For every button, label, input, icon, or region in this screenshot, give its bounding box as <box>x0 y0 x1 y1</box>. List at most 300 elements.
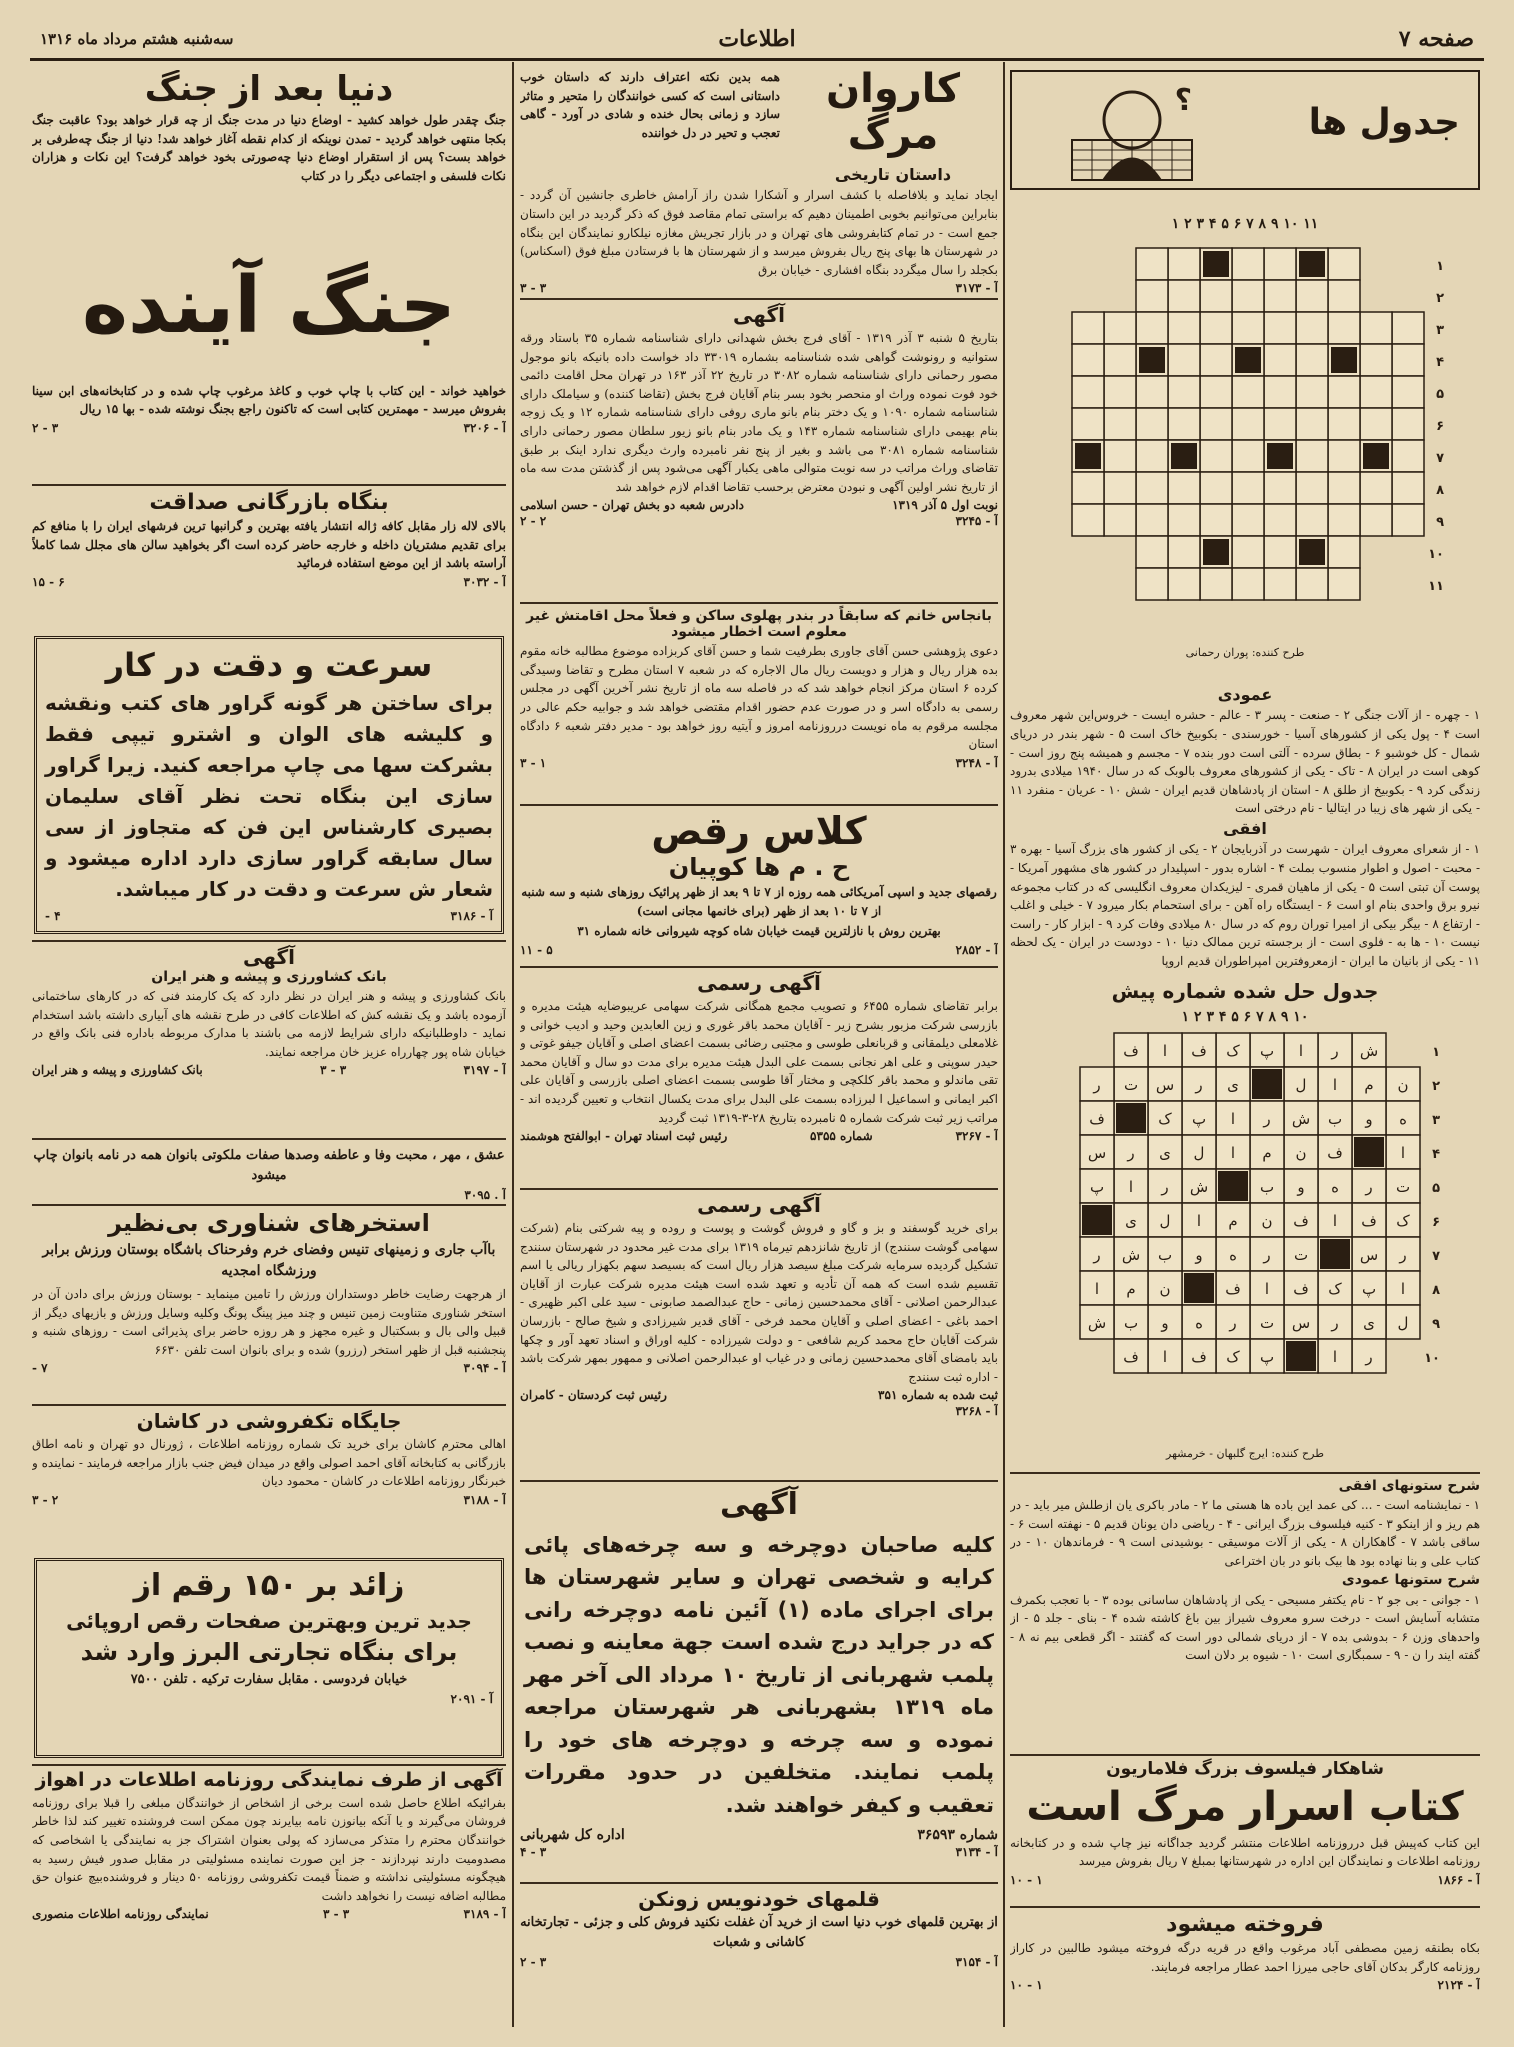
agri-bank-ad <box>32 940 506 1136</box>
crossword-cell <box>1136 408 1168 440</box>
crossword-cell <box>1200 280 1232 312</box>
ad-code: آ - ۲۱۲۴ <box>1437 1978 1480 1993</box>
ad-code: آ - ۳۰۳۲ <box>463 575 506 590</box>
crossword-cell <box>1264 536 1296 568</box>
records-line-3: برای بنگاه تجارتی البرز وارد شد <box>80 1637 458 1666</box>
solution-letter: ر <box>1331 1314 1339 1332</box>
solution-letter: ش <box>1121 1246 1141 1264</box>
solution-black-cell <box>1320 1239 1350 1269</box>
pens-title: قلمهای خودنویس زونکن <box>638 1887 880 1911</box>
ad-run: ۳ - ۳ <box>520 281 547 294</box>
solution-letter: ف <box>1089 1110 1105 1128</box>
solution-letter: ف <box>1123 1348 1139 1366</box>
crossword-cell <box>1232 408 1264 440</box>
crossword-cell <box>1264 472 1296 504</box>
crossword-cell <box>1104 504 1136 536</box>
crossword-cell <box>1072 312 1104 344</box>
crossword-cell <box>1328 504 1360 536</box>
solution-letter: ب <box>1327 1110 1343 1128</box>
solution-letter: ر <box>1195 1076 1203 1094</box>
solution-row-number: ۱ <box>1432 1045 1440 1060</box>
solution-letter: ا <box>1094 1280 1100 1298</box>
solution-letter: ش <box>1189 1178 1209 1196</box>
crossword-cell <box>1392 440 1424 472</box>
bicycle-signature: اداره کل شهربانی <box>520 1827 625 1844</box>
official-title: آگهی رسمی <box>697 971 821 995</box>
crossword-cell <box>1104 408 1136 440</box>
solution-row-number: ۳ <box>1432 1113 1440 1128</box>
solution-title: جدول حل شده شماره پیش <box>1111 980 1379 1003</box>
solution-letter: پ <box>1259 1348 1275 1366</box>
solution-letter: ا <box>1400 1144 1406 1162</box>
solution-letter: ف <box>1361 1212 1377 1230</box>
crossword-cell <box>1168 504 1200 536</box>
crossword-cell <box>1200 408 1232 440</box>
solution-letter: ف <box>1191 1348 1207 1366</box>
crossword-row-number: ۸ <box>1436 483 1444 498</box>
pool-ad <box>32 1204 506 1402</box>
crossword-cell <box>1264 248 1296 280</box>
caravan-subtitle: داستان تاریخی <box>834 165 952 184</box>
solution-letter: ه <box>1399 1110 1407 1128</box>
solution-letter: ر <box>1263 1110 1271 1128</box>
crossword-cell <box>1264 312 1296 344</box>
solution-letter: ت <box>1259 1314 1275 1332</box>
solution-keys <box>1010 1472 1480 1752</box>
crossword-black-cell <box>1363 443 1389 469</box>
ad-code: آ - ۳۱۸۸ <box>463 1492 506 1507</box>
honest-company-ad <box>32 484 506 629</box>
ad-code: آ - ۳۲۰۶ <box>463 420 506 435</box>
solution-letter: پ <box>1259 1042 1275 1060</box>
crossword-row-number: ۴ <box>1436 355 1444 370</box>
solution-letter: ش <box>1291 1110 1311 1128</box>
ad-code: آ - ۳۲۶۸ <box>955 1404 998 1419</box>
ad-run: ۳ - ۳ <box>323 1907 350 1922</box>
crossword-cell <box>1168 376 1200 408</box>
solution-letter: ر <box>1127 1144 1135 1162</box>
pool-text: از هرجهت رضایت خاطر دوستداران ورزش را تامین مینماید - بوستان ورزش برای دادن آن در استخر شناوری متناوبت زمین تنیس و چند میز پینگ پونگ وکلیه وسایل ورزش و بازیهای دیگر از قبیل والی بال و بسکتبال و غیره مجهز و هر روزه حاضر برای پذیرائی است - روزهای شنبه و پنجشنبه قبل از ظهر استخر (رزرو) شده و برای بانوان است تلفن ۶۶۳۰ <box>32 1286 506 1357</box>
crossword-cell <box>1328 312 1360 344</box>
ahvaz-title: آگهی از طرف نمایندگی روزنامه اطلاعات در اهواز <box>35 1769 503 1791</box>
crossword-cell <box>1136 472 1168 504</box>
solution-letter: ا <box>1162 1042 1168 1060</box>
crossword-cell <box>1360 312 1392 344</box>
crossword-cell <box>1200 376 1232 408</box>
solution-black-cell <box>1116 1103 1146 1133</box>
ad-code: آ - ۳۲۴۵ <box>955 514 998 529</box>
crossword-cell <box>1168 248 1200 280</box>
solution-column-numbers: ۱۰ ۹ ۸ ۷ ۶ ۵ ۴ ۳ ۲ ۱ <box>1181 1009 1309 1025</box>
solution-letter: ن <box>1159 1280 1171 1298</box>
paper-name: اطلاعات <box>718 26 796 52</box>
crossword-cell <box>1328 472 1360 504</box>
crossword-cell <box>1360 376 1392 408</box>
crossword-cell <box>1168 472 1200 504</box>
solution-letter: ر <box>1399 1246 1407 1264</box>
solution-letter: ن <box>1397 1076 1409 1094</box>
crossword-grid <box>1010 236 1480 646</box>
solution-letter: س <box>1087 1144 1107 1162</box>
crossword-cell <box>1104 344 1136 376</box>
ahvaz-signature: نمایندگی روزنامه اطلاعات منصوری <box>32 1907 209 1922</box>
world-after-war-ad <box>32 70 506 230</box>
solution-letter: و <box>1161 1314 1169 1332</box>
solution-letter: ه <box>1229 1246 1237 1264</box>
world-text: جنگ چقدر طول خواهد کشید - اوضاع دنیا در مدت جنگ از چه قرار خواهد بود؟ عاقبت جنگ بکجا منتهی خواهد گردید - تمدن نوینکه از کدام نقطه آغاز خواهد شد! دنیا از جنگ چه‌طرفی بر خواهد بست؟ پس از استقرار اوضاع دنیا چه‌صورتی بخود خواهد گرفت؟ این نکات و هزاران نکات فلسفی و اجتماعی دیگر را در کتاب <box>32 113 506 183</box>
crossword-black-cell <box>1075 443 1101 469</box>
crossword-cell <box>1328 568 1360 600</box>
solution-block <box>1010 980 1480 1470</box>
vertical-clues-title: عمودی <box>1217 686 1273 704</box>
horizontal-clues-text: ۱ - از شعرای معروف ایران - شهرست در آذربایجان ۲ - یکی از کشور های بزرگ آسیا - بهره ۳ - محبت - اصول و اطوار منسوب بملت ۴ - اشاره بدور - اسپلیدار در کشور های مشهور آمریکا - پوست آن تبتی است ۵ - یکی از ماهیان قمری - لیزیکدان معروف انگلیسی که در کتاب مجموعه نیرو برق واحدی بنام او است ۶ - ایستگاه راه آهن - برای استحمام بکار میرود ۷ - خیلی و اغلب - ارتفاع ۸ - بیگر بیکی از امیرا توران روم که در سال ۸۰ میلادی وفات کرد ۹ - ابزار کار - راست نیست ۱۰ - ها به - فلوی است - از برجسته ترین ممالک دنیا ۱۰ - دودست در ایران - یک لحظه ۱۱ - یکی از بانیان ما ایران - ازمعروفترین امپراطوران قدیم اروپا <box>1010 842 1480 968</box>
ad-code: آ - ۳۰۹۴ <box>463 1361 506 1376</box>
crossword-cell <box>1136 440 1168 472</box>
crossword-block <box>1010 70 1480 685</box>
crossword-cell <box>1232 280 1264 312</box>
official-text: برای خرید گوسفند و بز و گاو و فروش گوشت و پوست و روده و پیه شرکتی بنام (شرکت سهامی گوشت سنندج) از تاریخ شانزدهم تیرماه ۱۳۱۹ برای مدت غیر محدود در شهرستان سنندج تشکیل گردیده سرمایه شرکت مبلغ سیصد هزار ریال است که بسیصد سهم بکهزار ریالی یا اسم تقسیم شده است که همه آن تأدیه و تعهد شده است هیئت مدیره شرکت عبارت از آقایان عبدالرحمن اصلانی - آقای محمدحسین زمانی - حاج عبدالصمد صابونی - سید علی اکبر ظهیری - احمد باغی - اعضای اصلی و آقایان محمد فرخی - آقای قدیر شیرزادی و شیخ صالح - بازرسان شرکت آقایان حاج محمد کریم شافعی - و دولت شیرزاده - کلیه اوراق و اسناد تعهد آور و چکها باید بامضای آقای محمدحسین زمانی و در غیاب او عبدالرحمن اصلانی و ممهور بمهر شرکت باشد - اداره ثبت سنندج <box>520 1221 998 1384</box>
solution-letter: ی <box>1125 1212 1137 1230</box>
crossword-cell <box>1136 504 1168 536</box>
crossword-cell <box>1136 568 1168 600</box>
crossword-cell <box>1136 536 1168 568</box>
solution-letter: و <box>1365 1110 1373 1128</box>
solution-letter: ا <box>1230 1144 1236 1162</box>
crossword-row-number: ۵ <box>1436 387 1444 402</box>
solution-letter: ا <box>1332 1076 1338 1094</box>
solution-letter: ف <box>1327 1144 1343 1162</box>
solution-letter: ف <box>1123 1042 1139 1060</box>
ad-code: آ - ۳۱۳۴ <box>955 1845 998 1860</box>
page-header <box>30 22 1484 61</box>
ad-run: ۳ - ۴ <box>520 1845 547 1860</box>
page-number: صفحه ۷ <box>1398 26 1474 52</box>
ad-run: ۳ - ۳ <box>320 1063 347 1078</box>
ad-code: آ - ۱۸۶۶ <box>1437 1872 1480 1887</box>
crossword-cell <box>1232 536 1264 568</box>
solution-letter: ا <box>1162 1348 1168 1366</box>
future-title: جنگ آینده <box>81 261 457 351</box>
solution-letter: ا <box>1332 1212 1338 1230</box>
ad-run: ۵ - ۱۱ <box>520 943 553 958</box>
honest-title: بنگاه بازرگانی صداقت <box>149 490 389 515</box>
crossword-cell <box>1264 504 1296 536</box>
column-divider <box>1003 62 1005 2027</box>
solution-letter: ا <box>1400 1280 1406 1298</box>
crossword-cell <box>1168 536 1200 568</box>
solution-letter: پ <box>1191 1110 1207 1128</box>
crossword-cell <box>1136 376 1168 408</box>
solution-black-cell <box>1354 1137 1384 1167</box>
crossword-black-cell <box>1331 347 1357 373</box>
caravan-title: کاروان مرگ <box>825 66 961 158</box>
crossword-cell <box>1200 568 1232 600</box>
crossword-cell <box>1232 568 1264 600</box>
bicycle-title: آگهی <box>720 1487 798 1522</box>
solution-letter: و <box>1195 1246 1203 1264</box>
crossword-cell <box>1360 408 1392 440</box>
crossword-cell <box>1168 344 1200 376</box>
engraving-ad <box>34 636 504 934</box>
crossword-cell <box>1200 472 1232 504</box>
crossword-cell <box>1296 280 1328 312</box>
crossword-cell <box>1072 504 1104 536</box>
solution-letter: ک <box>1396 1212 1410 1230</box>
solution-letter: ت <box>1123 1076 1139 1094</box>
crossword-clues <box>1010 686 1480 976</box>
solution-letter: ل <box>1159 1212 1171 1230</box>
solution-letter: ر <box>1093 1246 1101 1264</box>
crossword-row-number: ۱۰ <box>1428 547 1444 562</box>
notice-title: آگهی <box>733 303 785 327</box>
dance-address: بهترین روش با نازلترین قیمت خیابان شاه کوچه شیروانی خانه شماره ۳۱ <box>577 924 941 939</box>
solution-letter: ک <box>1226 1042 1240 1060</box>
solution-grid <box>1010 1027 1480 1447</box>
crossword-title: جدول ها <box>1308 102 1460 143</box>
sale-ad-title: فروخته میشود <box>1166 1912 1324 1937</box>
solution-letter: ر <box>1229 1314 1237 1332</box>
pool-subtitle: باآب جاری و زمینهای تنیس وفضای خرم وفرحناک باشگاه بوستان ورزش برابر ورزشگاه امجدیه <box>42 1241 496 1280</box>
summons-title: بانجاس خانم که سابقاً در بندر پهلوی ساکن و فعلاً محل اقامتش غیر معلوم است اخطار میشود <box>526 608 992 641</box>
solution-black-cell <box>1218 1171 1248 1201</box>
crossword-cell <box>1232 376 1264 408</box>
crossword-cell <box>1296 568 1328 600</box>
solution-letter: ر <box>1161 1178 1169 1196</box>
kashan-text: اهالی محترم کاشان برای خرید تک شماره روزنامه اطلاعات ، ژورنال دو تهران و نامه اطاق بازرگانی به کتابخانه آقای احمد اصولی واقع در میدان فیض جنب بازار مراجعه فرمایند - نماینده و خبرنگار روزنامه اطلاعات در کاشان - محمود دیان <box>32 1437 506 1489</box>
solution-row-number: ۵ <box>1432 1181 1440 1196</box>
crossword-cell <box>1296 344 1328 376</box>
column-divider <box>512 62 514 2027</box>
ad-code: آ - ۳۲۴۸ <box>955 755 998 770</box>
ad-code: آ - ۳۱۸۹ <box>463 1907 506 1922</box>
crossword-cell <box>1168 568 1200 600</box>
crossword-black-cell <box>1235 347 1261 373</box>
solution-letter: ف <box>1225 1280 1241 1298</box>
agri-title: آگهی <box>243 945 295 969</box>
keys-horizontal-text: ۱ - نمایشنامه است - ... کی عمد این باده ها هستی ما ۲ - مادر باکری یان ازطلش میر باید - در هم ریز و از اینکو ۳ - کنیه فیلسوف بزرگ ایرانی - ۴ - ریاضی دان یونان قدیم ۵ - نهفته است ۶ - ساقی باشد ۷ - گاهکاران ۸ - یکی از آلات موسیقی - بوشیدنی است ۹ - فرماندهان ۱۰ - در کتاب علی و بنا نهاده بود ها بیک بانو در بان اختراعی <box>1010 1498 1480 1568</box>
solution-letter: س <box>1155 1076 1175 1094</box>
crossword-cell <box>1264 408 1296 440</box>
keys-vertical-text: ۱ - جوانی - بی جو ۲ - نام یکتفر مسیحی - یکی از پادشاهان ساسانی بوده ۳ - با تعجب بکمرف متشابه آسایش است - درخت سرو معروف شیراز بین باغ کاشته شده ۴ - بنای - جلد ۵ - از واحدهای وزن ۶ - بدوشی بده ۷ - از دریای شمالی دور است که گفتند - اگر قطعی بیم نه ۸ - گفته ایند را ن - ۹ - سمبگاری است ۱۰ - شیوه بر دلان است <box>1010 1592 1480 1663</box>
solution-letter: ف <box>1293 1212 1309 1230</box>
sale-ad <box>1010 1906 1480 2026</box>
records-line-2: جدید ترین وبهترین صفحات رقص اروپائی <box>66 1608 472 1633</box>
crossword-cell <box>1296 440 1328 472</box>
dance-instructor: ح . م ها کوپیان <box>668 852 850 881</box>
records-ad <box>34 1558 504 1758</box>
solution-letter: ی <box>1159 1144 1171 1162</box>
ad-code: آ - ۲۰۹۱ <box>450 1692 493 1707</box>
solution-row-number: ۲ <box>1432 1079 1440 1094</box>
ad-code: آ - ۳۱۷۳ <box>955 281 998 294</box>
solution-letter: ر <box>1365 1348 1373 1366</box>
solution-letter: س <box>1359 1246 1379 1264</box>
vertical-clues-text: ۱ - چهره - از آلات جنگی ۲ - صنعت - پسر ۳ - عالم - حشره ایست - خروس‌این شهر معروف است ۴ - پول یکی از کشورهای آسیا - خورسندی - بکوبیخ خاک است ۵ - شهر بندر در دریای شمال - کل خوشبو ۶ - بطاق سرده - آلتی است دور بنده ۷ - مجسم و همیشه پنج روز است - کوهی است در ایران ۸ - تاک - یکی از کشورهای معروف بالوبک که در سال ۱۹۴۰ میلادی بدرود زندگی کرد ۹ - بکوبیخ از طلق ۸ - استان از پادشاهان قدیم ایران - شش ۱۰ - عریان - منفرد ۱۱ - یکی از شهر های زیبا در ایتالیا - نام درختی است <box>1010 708 1480 816</box>
puzzle-illustration-icon <box>1032 80 1232 184</box>
crossword-cell <box>1296 472 1328 504</box>
crossword-cell <box>1328 376 1360 408</box>
solution-letter: ک <box>1226 1348 1240 1366</box>
future-text: خواهید خواند - این کتاب با چاپ خوب و کاغذ مرغوب چاپ شده و در کتابخانه‌های ابن سینا بفروش میرسد - مهمترین کتابی است که تاکنون راجع بجنگ نوشته شده - بها ۱۵ ریال <box>32 383 506 417</box>
official-reg: شماره ۵۳۵۵ <box>810 1129 873 1144</box>
solution-designer: طرح کننده: ایرج گلبهان - خرمشهر <box>1166 1447 1324 1460</box>
agri-subtitle: بانک کشاورزی و پیشه و هنر ایران <box>151 969 387 985</box>
official-notice-2 <box>520 1188 998 1478</box>
agri-signature: بانک کشاورزی و پیشه و هنر ایران <box>32 1063 203 1078</box>
crossword-cell <box>1168 280 1200 312</box>
crossword-row-number: ۱ <box>1436 259 1444 274</box>
solution-letter: ب <box>1259 1178 1275 1196</box>
book-ad-text: این کتاب که‌پیش قبل درروزنامه اطلاعات منتشر گردید جداگانه نیز چاپ شده و در کتابخانه روزنامه اطلاعات و نمایندگان این اداره در شهرستانها بمبلغ ۷ ریال بفروش میرسد <box>1010 1835 1480 1869</box>
solution-black-cell <box>1082 1205 1112 1235</box>
solution-black-cell <box>1252 1069 1282 1099</box>
engraving-text: برای ساختن هر گونه گراور های کتب ونقشه و کلیشه های الوان و اشترو تیپی فقط بشرکت سها می چاپ مراجعه کنید. زیرا گراور سازی این بنگاه تحت نظر آقای سلیمان بصیری کارشناس این فن که متجاوز از سی سال سابقه گراور سازی دارد اداره میشود و شعار ش سرعت و دقت در کار میباشد. <box>45 690 493 901</box>
kashan-title: جایگاه تکفروشی در کاشان <box>136 1409 402 1433</box>
bicycle-notice <box>520 1480 998 1880</box>
pool-title: استخرهای شناوری بی‌نظیر <box>108 1209 430 1237</box>
book-ad-pretitle: شاهکار فیلسوف بزرگ فلاماریون <box>1106 1759 1384 1779</box>
crossword-column-numbers: ۱۱ ۱۰ ۹ ۸ ۷ ۶ ۵ ۴ ۳ ۲ ۱ <box>1171 216 1319 232</box>
dance-class-ad <box>520 804 998 964</box>
official-text: برابر تقاضای شماره ۶۴۵۵ و تصویب مجمع همگانی شرکت سهامی عریبوضایه هیئت مدیره و بازرسی شرکت مزبور بشرح زیر - آقایان محمد باقر غوری و زین العابدین وحید و ادیب خوانی و غلامعلی دیلمقانی و قربانعلی طوسی و مجتبی رضائی بسمت اعضای اصلی و آقایان جیفو غوتی و حیدر سوپنی و علی اهر نجانی بسمت علی البدل هیئت مدیره برای مدت دو سال و آقایان محمد تقی ماندلو و محمد باقر کلکچی و مختار آقا طوسی بسمت اعضای اصلی بازرسی و آقایان علی اکبر ایمانی و اسماعیل ا لبرزاده بسمت علی البدل برای مدت یکسال انتخاب و تعیین گردیده اند - مراتب زیر ثبت شرکت شماره ۵ نامبرده بتاریخ ۲۸-۳-۱۳۱۹ ثبت گردید <box>520 999 998 1125</box>
crossword-cell <box>1264 568 1296 600</box>
official-reg: ثبت شده به شماره ۳۵۱ <box>878 1388 998 1403</box>
solution-letter: پ <box>1089 1178 1105 1196</box>
crossword-cell <box>1072 344 1104 376</box>
solution-letter: ف <box>1191 1042 1207 1060</box>
crossword-cell <box>1264 344 1296 376</box>
crossword-cell <box>1392 472 1424 504</box>
crossword-black-cell <box>1203 539 1229 565</box>
solution-letter: ه <box>1331 1178 1339 1196</box>
solution-letter: ل <box>1295 1076 1307 1094</box>
bicycle-text: کلیه صاحبان دوچرخه و سه چرخه‌های پائی کرایه و شخصی تهران و سایر شهرستان ها برای اجرای ماده (۱) آئین نامه دوچرخه رانی که در جراید درج شده است جهة معاینه و نصب پلمب شهربانی از تاریخ ۱۰ مرداد الی آخر مهر ماه ۱۳۱۹ بشهربانی هر شهرستان مراجعه نموده و سه چرخه و دوچرخه های خود را پلمب نمایند. متخلفین در حدود مقررات تعقیب و کیفر خواهند شد. <box>524 1532 994 1817</box>
ad-code: آ - ۳۲۶۷ <box>955 1129 998 1144</box>
crossword-cell <box>1296 376 1328 408</box>
crossword-cell <box>1136 280 1168 312</box>
crossword-cell <box>1072 376 1104 408</box>
solution-letter: م <box>1228 1212 1238 1230</box>
crossword-cell <box>1392 504 1424 536</box>
summons-text: دعوی پژوهشی حسن آقای جاوری بطرفیت شما و حسن آقای کربزاده موضوع مطالبه خانه مقوم بده هزار ریال و هزار و دویست ریال مال الاجاره که در شعبه ۷ استان مطرح و تقاضا وسیدگی کرده ۶ استان مرکز انجام خواهد شد که در فاصله سه ماه از تاریخ نشر آخرین آگهی در مجلس رسمی به دادگاه اسر و در صورت عدم حضور اقدام مقتضی خواهد شد و جوابیه حکم عالی در مجلسه مرقوم به ماه نویست درروزنامه امروز و آیتیه روز خواهد بود - مدیر دفتر شعبه ۶ دادگاه استان <box>520 644 998 752</box>
crossword-cell <box>1232 472 1264 504</box>
crossword-cell <box>1136 248 1168 280</box>
ad-run: ۳ - ۲ <box>32 420 59 435</box>
solution-letter: ا <box>1298 1042 1304 1060</box>
world-title: دنیا بعد از جنگ <box>144 70 394 109</box>
crossword-cell <box>1296 408 1328 440</box>
crossword-cell <box>1200 440 1232 472</box>
official-signature: رئیس ثبت اسناد تهران - ابوالفتح هوشمند <box>520 1129 728 1144</box>
crossword-cell <box>1328 280 1360 312</box>
solution-letter: ا <box>1332 1348 1338 1366</box>
dance-text: رقصهای جدید و اسپی آمریکائی همه روزه از ۷ تا ۹ بعد از ظهر پرائیک روزهای شنبه و سه شنبه از ۷ تا ۱۰ بعد از ظهر (برای خانمها مجانی است) <box>521 885 997 918</box>
crossword-black-cell <box>1299 251 1325 277</box>
crossword-cell <box>1168 408 1200 440</box>
crossword-cell <box>1392 408 1424 440</box>
crossword-cell <box>1232 440 1264 472</box>
crossword-cell <box>1072 472 1104 504</box>
crossword-cell <box>1392 344 1424 376</box>
ad-code: آ - ۳۱۸۶ <box>450 908 493 923</box>
ad-run: ۴ - <box>45 908 61 923</box>
crossword-cell <box>1168 312 1200 344</box>
keys-horizontal-title: شرح ستونهای افقی <box>1338 1478 1480 1494</box>
notice-date: نوبت اول ۵ آذر ۱۳۱۹ <box>892 498 998 513</box>
crossword-black-cell <box>1139 347 1165 373</box>
inheritance-notice <box>520 298 998 598</box>
official-signature: رئیس ثبت کردستان - کامران <box>520 1388 667 1403</box>
ad-run: ۱ - ۳ <box>520 755 547 770</box>
solution-letter: و <box>1297 1178 1305 1196</box>
solution-letter: ن <box>1261 1212 1273 1230</box>
solution-letter: م <box>1364 1076 1374 1094</box>
solution-row-number: ۷ <box>1432 1249 1440 1264</box>
solution-letter: ت <box>1293 1246 1309 1264</box>
solution-row-number: ۹ <box>1432 1317 1440 1332</box>
solution-letter: ی <box>1227 1076 1239 1094</box>
solution-letter: م <box>1126 1280 1136 1298</box>
solution-letter: پ <box>1361 1280 1377 1298</box>
solution-letter: ل <box>1397 1314 1409 1332</box>
solution-letter: ی <box>1363 1314 1375 1332</box>
solution-letter: ک <box>1158 1110 1172 1128</box>
crossword-cell <box>1296 504 1328 536</box>
crossword-cell <box>1104 440 1136 472</box>
caravan-ad <box>520 66 998 294</box>
caravan-intro: همه بدین نکته اعتراف دارند که داستان خوب داستانی است که کسی خوانندگان را متحیر و متاثر سازد و زمانی بحال خنده و شادی در آورد - گاهی تعجب و تحیر در دل خواننده <box>520 70 780 140</box>
crossword-row-number: ۳ <box>1436 323 1444 338</box>
solution-letter: ل <box>1193 1144 1205 1162</box>
ad-code: آ - ۳۱۹۷ <box>463 1063 506 1078</box>
crossword-black-cell <box>1203 251 1229 277</box>
solution-letter: ب <box>1123 1314 1139 1332</box>
crossword-cell <box>1104 376 1136 408</box>
crossword-row-number: ۷ <box>1436 451 1444 466</box>
women-text: عشق ، مهر ، محبت وفا و عاطفه وصدها صفات ملکوتی بانوان همه در نامه بانوان چاپ میشود <box>33 1148 505 1184</box>
ad-run: ۷ - <box>32 1361 48 1376</box>
solution-letter: ش <box>1087 1314 1107 1332</box>
solution-letter: ا <box>1230 1110 1236 1128</box>
solution-row-number: ۴ <box>1432 1147 1440 1162</box>
ad-run: ۱ - ۱۰ <box>1010 1872 1043 1887</box>
crossword-designer: طرح کننده: پوران رحمانی <box>1185 646 1305 659</box>
crossword-black-cell <box>1171 443 1197 469</box>
crossword-cell <box>1360 472 1392 504</box>
court-summons <box>520 602 998 802</box>
records-line-1: زائد بر ۱۵۰ رقم از <box>133 1568 405 1603</box>
solution-black-cell <box>1184 1273 1214 1303</box>
solution-row-number: ۱۰ <box>1424 1351 1440 1366</box>
women-magazine-ad <box>32 1138 506 1200</box>
solution-letter: ا <box>1264 1280 1270 1298</box>
ad-run: ۳ - ۲ <box>520 1955 547 1970</box>
ad-run: ۲ - ۲ <box>520 514 547 529</box>
ad-run: ۲ - ۳ <box>32 1492 59 1507</box>
crossword-row-number: ۶ <box>1436 419 1444 434</box>
solution-letter: ش <box>1359 1042 1379 1060</box>
crossword-cell <box>1392 312 1424 344</box>
crossword-cell <box>1200 504 1232 536</box>
crossword-cell <box>1232 248 1264 280</box>
crossword-cell <box>1328 536 1360 568</box>
engraving-title: سرعت و دقت در کار <box>105 646 433 684</box>
crossword-cell <box>1200 344 1232 376</box>
crossword-cell <box>1232 504 1264 536</box>
crossword-cell <box>1200 312 1232 344</box>
ad-run: ۱ - ۱۰ <box>1010 1978 1043 1993</box>
notice-text: بتاریخ ۵ شنبه ۳ آذر ۱۳۱۹ - آقای فرج بخش شهدانی دارای شناسنامه شماره ۳۵ باستاد ورقه ستوانیه و رونوشت گواهی شده شناسنامه بشماره ۳۳۰۱۹ داد خواست داده بانیکه بانو موجول مصور رحمانی دارای شناسنامه شماره ۳۰۸۲ در تاریخ ۲۲ آذر ۱۶۳ در تهران محل اقامت دائمی خود فوت نموده وراث او منحصر بخود بسر بنام آقایان فرج بخش (تقاضا کننده) و سیاملک دارای شناسنامه شماره ۱۰۹۰ و یک دختر بنام بانو ماری روفی دارای شناسنامه شماره ۱۲ و یک زوجه بنام بهیمی دارای شناسنامه شماره ۱۴۳ و یک مادر بنام بانو زیور سلطان مصور رحمانی دارای شناسنامه شماره ۳۰۸۱ می باشد و بغیر از پنج نفر نامبرده وارث دیگری ندارد اینک بر طبق تقاضای وراث مراتب در سه نوبت متوالی ماهی یکبار آگهی می‌شود پس از گذشتن مدت سه ماه از تاریخ نشر اولین آگهی و نبودن معترض برحسب تقاضا اقدام لازم خواهد شد <box>520 331 998 494</box>
